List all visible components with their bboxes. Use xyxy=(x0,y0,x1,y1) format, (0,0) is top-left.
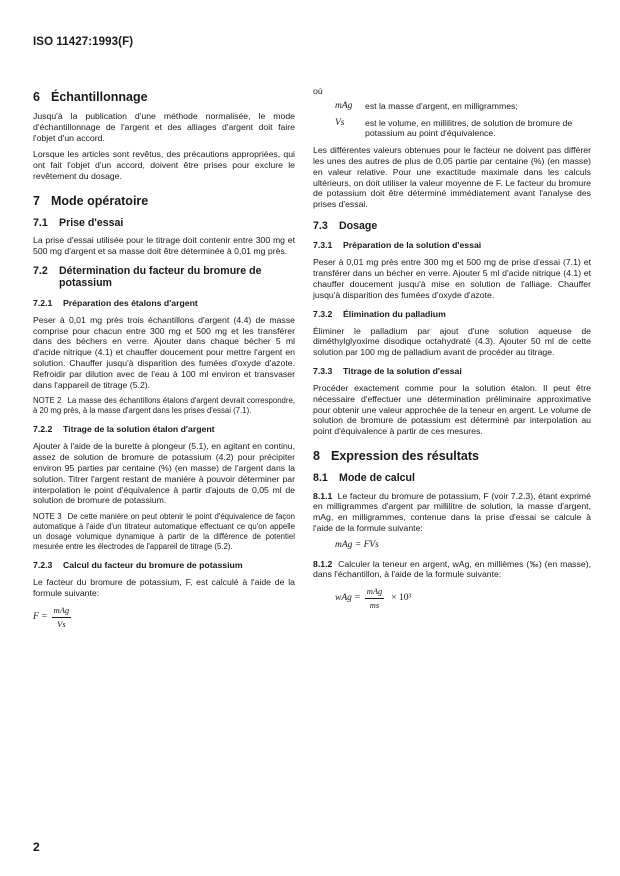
section-7-3-2-heading xyxy=(313,309,591,320)
section-7-1-heading xyxy=(33,217,295,230)
section-number: 7.2.2 xyxy=(33,424,53,435)
paragraph: Ajouter à l'aide de la burette à plongeur (5.1), en agitant en continu, assez de solution de bromure de potassium (4.2) pour précipiter environ 95 parties par centaine (%) (en masse) de l'argent dans la solution. Titrer l'argent restant de manière à pouvoir déterminer par interpolation le point d'équivalence à partir d'ajouts de 0,05 ml de solution de bromure de potassium. xyxy=(33,441,295,506)
section-7-2-2-heading xyxy=(33,424,295,435)
section-title: Titrage de la solution d'essai xyxy=(343,366,462,377)
section-number: 7.1 xyxy=(33,216,48,229)
section-title: Mode de calcul xyxy=(339,472,415,485)
section-number: 7 xyxy=(33,193,40,208)
formula-fraction xyxy=(365,586,385,611)
formula-lhs: F = xyxy=(33,611,48,622)
paragraph: Lorsque les articles sont revêtus, des précautions appropriées, qui ont fait l'objet d'un accord, doivent être prises pour exclure le revêtement du dosage. xyxy=(33,149,295,181)
section-title: Mode opératoire xyxy=(51,193,149,208)
clause-number: 8.1.1 xyxy=(313,490,333,501)
standard-header: ISO 11427:1993(F) xyxy=(33,36,134,48)
definition-mag xyxy=(335,101,591,112)
formula-numerator: mAg xyxy=(365,586,385,599)
section-number: 7.2.3 xyxy=(33,560,53,571)
section-title: Prise d'essai xyxy=(59,216,124,229)
section-title: Titrage de la solution étalon d'argent xyxy=(63,424,215,435)
section-7-heading xyxy=(33,194,295,209)
paragraph-8-1-2 xyxy=(313,559,591,581)
section-8-heading xyxy=(313,449,591,464)
note-2 xyxy=(33,396,295,416)
section-number: 7.3 xyxy=(313,219,328,232)
section-title: Élimination du palladium xyxy=(343,308,446,319)
definition-symbol: Vs xyxy=(335,117,345,128)
section-7-3-1-heading xyxy=(313,240,591,251)
section-title: Dosage xyxy=(339,219,378,232)
definition-text: est le volume, en millilitres, de solution de bromure de potassium au point d'équivalence. xyxy=(365,117,573,139)
section-number: 7.3.3 xyxy=(313,366,333,377)
paragraph: Procéder exactement comme pour la solution étalon. Il peut être nécessaire d'effectuer une détermination préliminaire approximative pour obtenir une valeur approchée de la teneur en argent. Le volume de solution de bromure de potassium est déterminé par interpolation au point d'équivalence à partir de ces mesures. xyxy=(313,383,591,437)
paragraph: Éliminer le palladium par ajout d'une solution aqueuse de diméthylglyoxime disodique octahydraté (4.3). Ajouter 50 ml de cette solution par 100 mg de palladium avant de procéder au titrage. xyxy=(313,325,591,358)
section-6-heading xyxy=(33,90,295,105)
paragraph: Jusqu'à la publication d'une méthode normalisée, le mode d'échantillonnage de l'argent et des alliages d'argent doit faire l'objet d'un accord. xyxy=(33,111,295,143)
section-7-3-heading xyxy=(313,220,591,233)
formula-factor xyxy=(33,605,295,630)
section-7-2-3-heading xyxy=(33,560,295,571)
section-title: Préparation des étalons d'argent xyxy=(63,297,198,308)
clause-number: 8.1.2 xyxy=(313,558,333,569)
definition-vs xyxy=(335,118,591,140)
section-title: Échantillonnage xyxy=(51,90,148,104)
formula-content xyxy=(335,586,591,611)
section-title: Détermination du facteur du bromure de potassium xyxy=(59,264,262,290)
paragraph: Peser à 0,01 mg près trois échantillons d'argent (4.4) de masse comprise pour chacun entre 300 mg et 500 mg et les transférer dans des béchers en verre. Ajouter dans chaque bécher 5 ml d'acide nitrique (4.1) et chauffer doucement pour mettre l'argent en solution. Chauffer jusqu'à disparition des fumées d'oxyde d'azote. Refroidir par dilution avec de l'eau à 100 ml environ et transvaser dans l'appareil de titrage (5.2). xyxy=(33,314,295,390)
section-7-2-heading xyxy=(33,265,295,290)
paragraph: Le facteur du bromure de potassium, F, est calculé à l'aide de la formule suivante: xyxy=(33,577,295,599)
note-label: NOTE 2 xyxy=(33,396,62,406)
note-text: La masse des échantillons étalons d'argent devrait correspondre, à 20 mg près, à la masse d'argent dans les prises d'essai (7.1). xyxy=(33,396,295,416)
section-number: 8 xyxy=(313,449,320,464)
page-number: 2 xyxy=(33,840,40,854)
section-number: 8.1 xyxy=(313,472,328,485)
section-number: 7.3.2 xyxy=(313,308,333,319)
definition-text: est la masse d'argent, en milligrammes; xyxy=(365,100,518,111)
formula-fraction xyxy=(52,605,72,630)
clause-text: Calculer la teneur en argent, wAg, en millièmes (‰) (en masse), dans l'échantillon, à l'aide de la formule suivante: xyxy=(313,558,591,580)
definition-symbol: mAg xyxy=(335,100,353,111)
formula-denominator: ms xyxy=(369,599,380,610)
note-text: De cette manière on peut obtenir le point d'équivalence de façon automatique à l'aide d'un titrateur automatique effectuant ce qu'on appelle un dosage volumique dynamique à partir de la différence de potentiel mesurée entre les électrodes de l'appareil de titrage (5.2). xyxy=(33,512,295,552)
note-3 xyxy=(33,512,295,552)
paragraph-8-1-1 xyxy=(313,491,591,534)
formula-multiplier: × 10³ xyxy=(391,593,412,603)
clause-text: Le facteur du bromure de potassium, F (voir 7.2.3), étant exprimé en milligrammes d'argent par millilitre de solution, la masse d'argent, mAg, en milligrammes, contenue dans la prise d'essai se calcule à l'aide de la formule suivante: xyxy=(313,490,592,533)
section-number: 7.2.1 xyxy=(33,297,53,308)
paragraph: Peser à 0,01 mg près entre 300 mg et 500 mg de prise d'essai (7.1) et transférer dans un bécher en verre. Ajouter 5 ml d'acide nitrique (4.1) et chauffer doucement jusqu'à mise en solution de l'alliage. Chauffer jusqu'à disparition des fumées d'oxyde d'azote. xyxy=(313,257,591,300)
paragraph: La prise d'essai utilisée pour le titrage doit contenir entre 300 mg et 500 mg d'argent et sa masse doit être déterminée à 0,01 mg près. xyxy=(33,235,295,257)
section-7-2-1-heading xyxy=(33,298,295,309)
formula-numerator: mAg xyxy=(52,605,72,618)
section-number: 6 xyxy=(33,90,40,104)
right-column xyxy=(313,86,591,619)
left-column xyxy=(33,82,295,637)
note-label: NOTE 3 xyxy=(33,512,62,522)
section-8-1-heading xyxy=(313,472,591,485)
formula-mass: mAg = FVs xyxy=(335,539,379,550)
section-title: Expression des résultats xyxy=(331,449,479,464)
paragraph: Les différentes valeurs obtenues pour le facteur ne doivent pas différer les unes des autres de plus de 0,05 partie par centaine (%) (en masse) en valeur relative. Pour une exactitude maximale dans les calculs ultérieurs, on doit utiliser la valeur moyenne de F. Le facteur du bromure de potassium doit être déterminé immédiatement avant l'analyse des prises d'essai. xyxy=(313,145,591,210)
section-7-3-3-heading xyxy=(313,366,591,377)
section-number: 7.3.1 xyxy=(313,240,333,251)
section-title: Préparation de la solution d'essai xyxy=(343,240,482,251)
formula-denominator: Vs xyxy=(57,618,66,629)
section-number: 7.2 xyxy=(33,264,48,277)
formula-lhs: wAg = xyxy=(335,593,361,603)
where-label: où xyxy=(313,86,323,96)
section-title: Calcul du facteur du bromure de potassium xyxy=(63,560,243,571)
